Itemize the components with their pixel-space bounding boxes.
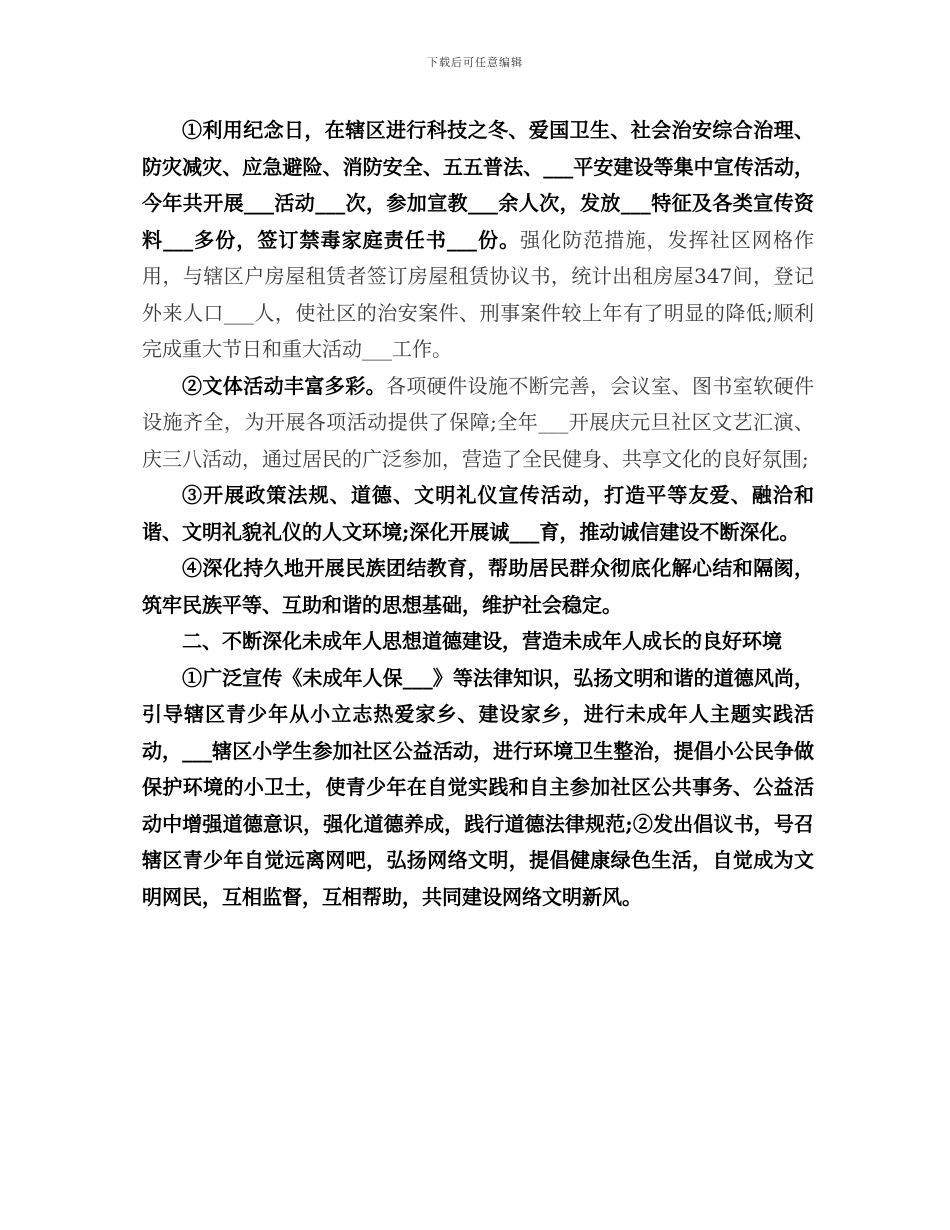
paragraph-3 xyxy=(142,477,814,550)
paragraph-2 xyxy=(142,368,814,478)
section-heading xyxy=(142,623,814,660)
paragraph-5 xyxy=(142,660,814,916)
page-header: 下载后可任意编辑 xyxy=(427,56,523,69)
body-text xyxy=(142,112,814,915)
paragraph-1 xyxy=(142,112,814,368)
paragraph-1-bold: ①利用纪念日，在辖区进行科技之冬、爱国卫生、社会治安综合治理、防灾减灾、应急避险、消防安全、五五普法、___平安建设等集中宣传活动，今年共开展___活动___次，参加宣教___余人次，发放___特征及各类宣传资料___多份，签订禁毒家庭责任书___份。 xyxy=(142,118,814,252)
paragraph-4-bold: ④深化持久地开展民族团结教育，帮助居民群众彻底化解心结和隔阂，筑牢民族平等、互助和谐的思想基础，维护社会稳定。 xyxy=(142,556,814,617)
paragraph-2-normal: 各项硬件设施不断完善，会议室、图书室软硬件设施齐全，为开展各项活动提供了保障;全年___开展庆元旦社区文艺汇演、庆三八活动，通过居民的广泛参加，营造了全民健身、共享文化的良好氛围; xyxy=(142,373,814,471)
section-heading-text: 二、不断深化未成年人思想道德建设，营造未成年人成长的良好环境 xyxy=(182,629,782,653)
paragraph-1-normal: 强化防范措施，发挥社区网格作用，与辖区户房屋租赁者签订房屋租赁协议书，统计出租房屋347间，登记外来人口___人，使社区的治安案件、刑事案件较上年有了明显的降低;顺利完成重大节日和重大活动___工作。 xyxy=(142,227,815,361)
paragraph-5-bold: ①广泛宣传《未成年人保___》等法律知识，弘扬文明和谐的道德风尚，引导辖区青少年从小立志热爱家乡、建设家乡，进行未成年人主题实践活动，___辖区小学生参加社区公益活动，进行环境卫生整治，提倡小公民争做保护环境的小卫士，使青少年在自觉实践和自主参加社区公共事务、公益活动中增强道德意识，强化道德养成，践行道德法律规范;②发出倡议书，号召辖区青少年自觉远离网吧，弘扬网络文明，提倡健康绿色生活，自觉成为文明网民，互相监督，互相帮助，共同建设网络文明新风。 xyxy=(142,665,814,909)
paragraph-2-bold: ②文体活动丰富多彩。 xyxy=(182,373,386,398)
paragraph-4 xyxy=(142,550,814,623)
paragraph-3-bold: ③开展政策法规、道德、文明礼仪宣传活动，打造平等友爱、融洽和谐、文明礼貌礼仪的人文环境;深化开展诚___育，推动诚信建设不断深化。 xyxy=(142,483,814,544)
